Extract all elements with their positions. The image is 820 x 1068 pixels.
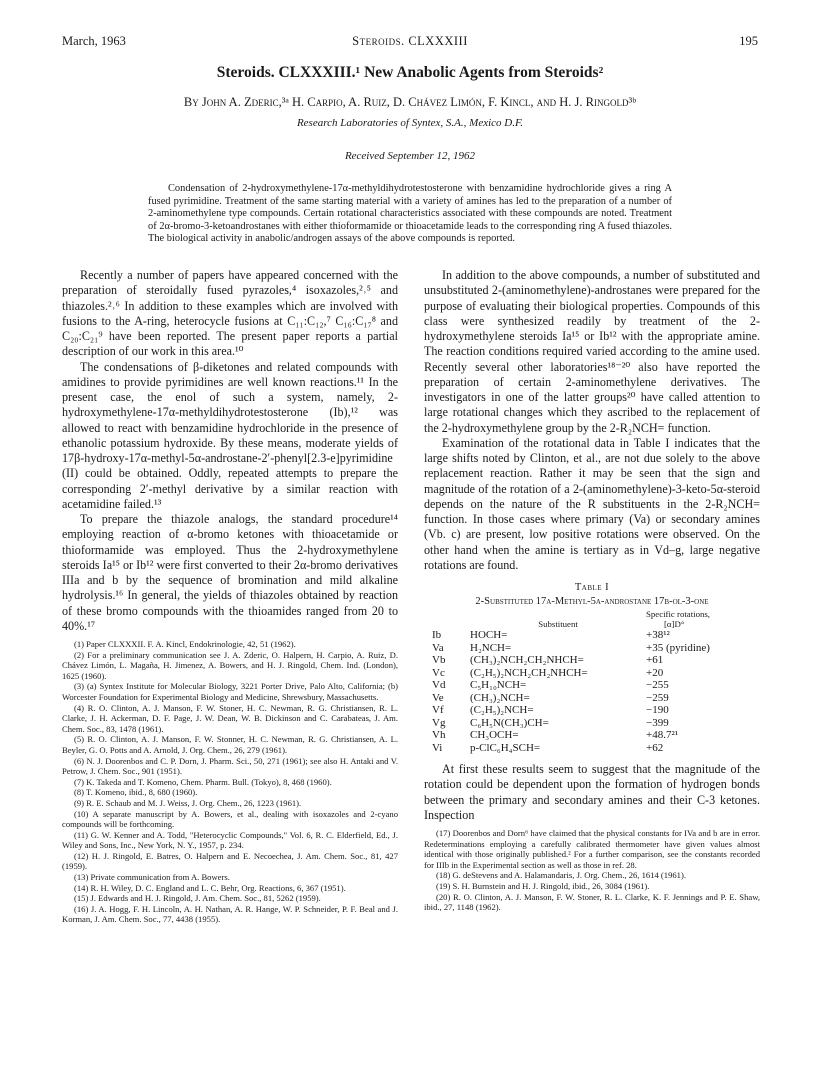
footnote: (8) T. Komeno, ibid., 8, 680 (1960). bbox=[74, 787, 198, 798]
footnote: (20) R. O. Clinton, A. J. Manson, F. W. Stoner, R. L. Clarke, K. F. Jennings and P. E. Shaw, ibid., 27, 1148 (1962). bbox=[424, 891, 760, 913]
table-header-rotation bbox=[646, 609, 760, 629]
substituent: CH₃OCH= bbox=[470, 729, 519, 741]
rotation: +38¹² bbox=[646, 629, 670, 641]
substituent: HOCH= bbox=[470, 629, 508, 641]
compound-id: Va bbox=[432, 641, 444, 654]
footnote: (4) R. O. Clinton, A. J. Manson, F. W. Stoner, H. C. Newman, R. G. Christiansen, R. L. Clarke, J. H. Ackerman, D. F. Page, J. W. Dean, W. B. Dickinson and C. Carabateas, J. Am. Chem. Soc., 83, 1478 (1961). bbox=[62, 702, 398, 734]
substituent: (CH₃)₂NCH= bbox=[470, 691, 530, 704]
author-line: By John A. Zderic,³ᵃ H. Carpio, A. Ruiz, D. Chávez Limón, F. Kincl, and H. J. Ringold³ᵇ bbox=[183, 95, 637, 109]
table-row bbox=[424, 679, 760, 692]
table-header-rotation-line1: Specific rotations, bbox=[646, 609, 711, 619]
rotation: +35 (pyridine) bbox=[646, 641, 710, 654]
table-label: Table I bbox=[574, 582, 610, 593]
table-row bbox=[424, 704, 760, 717]
table-row bbox=[424, 742, 760, 755]
table-row bbox=[424, 729, 760, 742]
body-paragraph: Examination of the rotational data in Table I indicates that the large shifts noted by Clinton, et al., are not due solely to the above replacement reaction. Rather it may be seen that the sign and magnitude of the rotation of a 2-(aminomethylene)-3-keto-5α-steroid depends on the nature of the R substituents in the 2-R₂NCH= function. In those cases where primary (Va) or secondary amines (Vb. c) are present, low positive rotations were observed. On the other hand when the amine is tertiary as in Vd–g, large negative rotations are found. bbox=[424, 435, 760, 572]
table-header-id bbox=[424, 609, 470, 629]
substituent: C₆H₅N(CH₃)CH= bbox=[470, 716, 549, 729]
footnote: (18) G. deStevens and A. Halamandaris, J. Org. Chem., 26, 1614 (1961). bbox=[436, 870, 686, 881]
abstract: Condensation of 2-hydroxymethylene-17α-methyldihydrotestosterone with benzamidine hydrochloride gives a ring A fused pyrimidine. Treatment of the same starting material with a variety of amines has led to the preparation of a number of 2-aminomethylene type compounds. Certain rotational characteristics associated with these compounds are noted. Treatment of 2α-bromo-3-ketoandrostanes with either thioformamide or thioacetamide leads to the corresponding ring A fused thiazoles. The biological activity in anabolic/androgen assays of the above compounds is reported. bbox=[148, 183, 672, 245]
footnote: (12) H. J. Ringold, E. Batres, O. Halpern and E. Necoechea, J. Am. Chem. Soc., 81, 427 (1959). bbox=[62, 850, 398, 872]
footnote: (17) Doorenbos and Dorn⁶ have claimed that the physical constants for IVa and b are in error. Redeterminations employing a carefully calibrated thermometer have given values almost identical with those originally published.² For a further comparison, see the constants recorded for IIIb in the Experimental section as well as those in ref. 28. bbox=[424, 828, 760, 870]
compound-id: Vh bbox=[432, 729, 446, 741]
running-head-date: March, 1963 bbox=[62, 34, 126, 48]
compound-id: Ve bbox=[432, 691, 444, 704]
footnotes-left bbox=[62, 639, 398, 925]
rotation: +62 bbox=[646, 741, 664, 754]
substituent: (C₂H₅)₂NCH₂CH₂NHCH= bbox=[470, 666, 588, 679]
substituent: (CH₃)₂NCH₂CH₂NHCH= bbox=[470, 654, 584, 666]
footnote: (9) R. E. Schaub and M. J. Weiss, J. Org. Chem., 26, 1223 (1961). bbox=[74, 797, 302, 808]
footnote: (16) J. A. Hogg, F. H. Lincoln, A. H. Nathan, A. R. Hange, W. P. Schneider, P. F. Beal and J. Korman, J. Am. Chem. Soc., 77, 4438 (1955). bbox=[62, 903, 398, 925]
body-paragraph: In addition to the above compounds, a number of substituted and unsubstituted 2-(aminomethylene)-androstanes were prepared for the purpose of evaluating their biological properties. Compounds of this class were synthesized readily by treatment of the 2-hydroxymethylene steroids Ia¹⁵ or Ib¹² with the appropriate amine. The reaction conditions required varied according to the amine used. Recently several other laboratories¹⁸⁻²⁰ also have reported the preparation of certain 2-aminomethylene derivatives. The investigators in one of the latter groups²⁰ have called attention to large rotational changes which they ascribed to the replacement of the 2-hydroxymethylene group by the 2-R₂NCH= function. bbox=[424, 268, 760, 435]
article-title: Steroids. CLXXXIII.¹ New Anabolic Agents from Steroids² bbox=[216, 64, 604, 81]
running-head bbox=[62, 34, 758, 50]
compound-id: Vg bbox=[432, 716, 446, 729]
footnote: (7) K. Takeda and T. Komeno, Chem. Pharm. Bull. (Tokyo), 8, 468 (1960). bbox=[74, 776, 332, 787]
table-row bbox=[424, 717, 760, 730]
footnote: (14) R. H. Wiley, D. C. England and L. C. Behr, Org. Reactions, 6, 367 (1951). bbox=[74, 882, 346, 893]
compound-id: Ib bbox=[432, 629, 442, 641]
compound-id: Vb bbox=[432, 654, 446, 666]
table-row bbox=[424, 692, 760, 705]
footnote: (5) R. O. Clinton, A. J. Manson, F. W. Stonner, H. C. Newman, R. G. Christiansen, A. L. Beyler, G. O. Potts and A. Arnold, J. Org. Chem., 26, 279 (1961). bbox=[62, 734, 398, 755]
substituent: H₂NCH= bbox=[470, 641, 512, 654]
footnote: (1) Paper CLXXXII. F. A. Kincl, Endokrinologie, 42, 51 (1962). bbox=[74, 639, 296, 649]
affiliation: Research Laboratories of Syntex, S.A., Mexico D.F. bbox=[296, 117, 524, 129]
rotation: −399 bbox=[646, 716, 669, 729]
table-header-row bbox=[424, 609, 760, 629]
running-head-title: Steroids. CLXXXIII bbox=[352, 34, 468, 48]
rotation: −190 bbox=[646, 704, 669, 716]
substituent: p-ClC₆H₄SCH= bbox=[470, 741, 541, 754]
substituent: (C₂H₅)₂NCH= bbox=[470, 704, 534, 716]
table-row bbox=[424, 654, 760, 667]
substituent: C₅H₁₀NCH= bbox=[470, 679, 527, 691]
table-header-substituent: Substituent bbox=[538, 619, 578, 629]
rotation: −259 bbox=[646, 691, 669, 704]
compound-id: Vd bbox=[432, 679, 446, 691]
table-header-rotation-line2: [α]D° bbox=[664, 619, 685, 629]
footnote: (11) G. W. Kenner and A. Todd, "Heterocyclic Compounds," Vol. 6, R. C. Elderfield, Ed., J. Wiley and Sons, Inc., New York, N. Y., 1957, p. 234. bbox=[62, 829, 398, 851]
right-column bbox=[424, 268, 760, 913]
footnote: (15) J. Edwards and H. J. Ringold, J. Am. Chem. Soc., 81, 5262 (1959). bbox=[74, 893, 321, 904]
rotation-table bbox=[424, 609, 760, 754]
rotation: −255 bbox=[646, 679, 669, 691]
received-date: Received September 12, 1962 bbox=[344, 150, 476, 162]
body-paragraph: Recently a number of papers have appeared concerned with the preparation of steroidally fused pyrazoles,⁴ isoxazoles,²˒⁵ and thiazoles.²˒⁶ In addition to these examples which are involved with fusions to the A-ring, heterocycle fusions at C₁₁:C₁₂,⁷ C₁₆:C₁₇⁸ and C₂₀:C₂₁⁹ have been reported. The present paper reports a partial description of our work in this area.¹⁰ bbox=[62, 268, 398, 359]
table-row bbox=[424, 642, 760, 655]
rotation: +48.7²¹ bbox=[646, 729, 679, 741]
footnote: (2) For a preliminary communication see J. A. Zderic, O. Halpern, H. Carpio, A. Ruiz, D. Chávez Limón, L. Magaña, H. Jimenez, A. Bowers, and H. J. Ringold, Chem. Ind. (London), 1625 (1960). bbox=[62, 649, 398, 681]
left-column bbox=[62, 268, 398, 925]
table-row bbox=[424, 629, 760, 642]
body-paragraph: The condensations of β-diketones and related compounds with amidines to provide pyrimidines are well known reactions.¹¹ In the present case, the enol of such a system, namely, 2-hydroxymethylene-17α-methyldihydrotestosterone (Ib),¹² was allowed to react with benzamidine hydrochloride in the presence of ethanolic potassium hydroxide. By these means, moderate yields of 17β-hydroxy-17α-methyl-5α-androstane-2′-phenyl[2.3-e]pyrimidine (II) could be obtained. Oddly, repeated attempts to prepare the corresponding 2′-methyl derivative by a similar reaction with acetamidine failed.¹³ bbox=[62, 359, 398, 511]
rotation: +20 bbox=[646, 666, 664, 679]
compound-id: Vi bbox=[432, 741, 443, 754]
table-title: 2-Substituted 17α-Methyl-5α-androstane 17β-ol-3-one bbox=[475, 596, 709, 607]
table-row bbox=[424, 667, 760, 680]
footnote: (6) N. J. Doorenbos and C. P. Dorn, J. Pharm. Sci., 50, 271 (1961); see also H. Antaki and V. Petrow, J. Chem. Soc., 901 (1951). bbox=[62, 755, 398, 777]
rotation: +61 bbox=[646, 654, 664, 666]
footnote: (3) (a) Syntex Institute for Molecular Biology, 3221 Porter Drive, Palo Alto, California; (b) Worcester Foundation for Experimental Biology and Medicine, Shrewsbury, Massachusetts. bbox=[62, 681, 398, 702]
footnote: (13) Private communication from A. Bowers. bbox=[74, 872, 230, 883]
body-paragraph: At first these results seem to suggest that the magnitude of the rotation could be dependent upon the formation of hydrogen bonds between the primary and secondary amines and their C-3 ketones. Inspection bbox=[424, 762, 760, 822]
compound-id: Vc bbox=[432, 666, 445, 679]
page-number: 195 bbox=[739, 34, 758, 48]
footnote: (10) A separate manuscript by A. Bowers, et al., dealing with isoxazoles and 2-cyano compounds will be forthcoming. bbox=[62, 808, 398, 830]
compound-id: Vf bbox=[432, 704, 444, 716]
footnote: (19) S. H. Burnstein and H. J. Ringold, ibid., 26, 3084 (1961). bbox=[436, 880, 650, 891]
footnotes-right bbox=[424, 828, 760, 913]
body-paragraph: To prepare the thiazole analogs, the standard procedure¹⁴ employing reaction of α-bromo ketones with thioacetamide or thioformamide was employed. Thus the 2-hydroxymethylene steroids Ia¹⁵ or Ib¹² were first converted to their 2α-bromo derivatives IIIa and b by the sequence of bromination and mild alkaline hydrolysis.¹⁶ In general, the yields of thiazoles obtained by reaction of these bromo compounds with the thioamides ranged from 20 to 40%.¹⁷ bbox=[62, 512, 398, 633]
